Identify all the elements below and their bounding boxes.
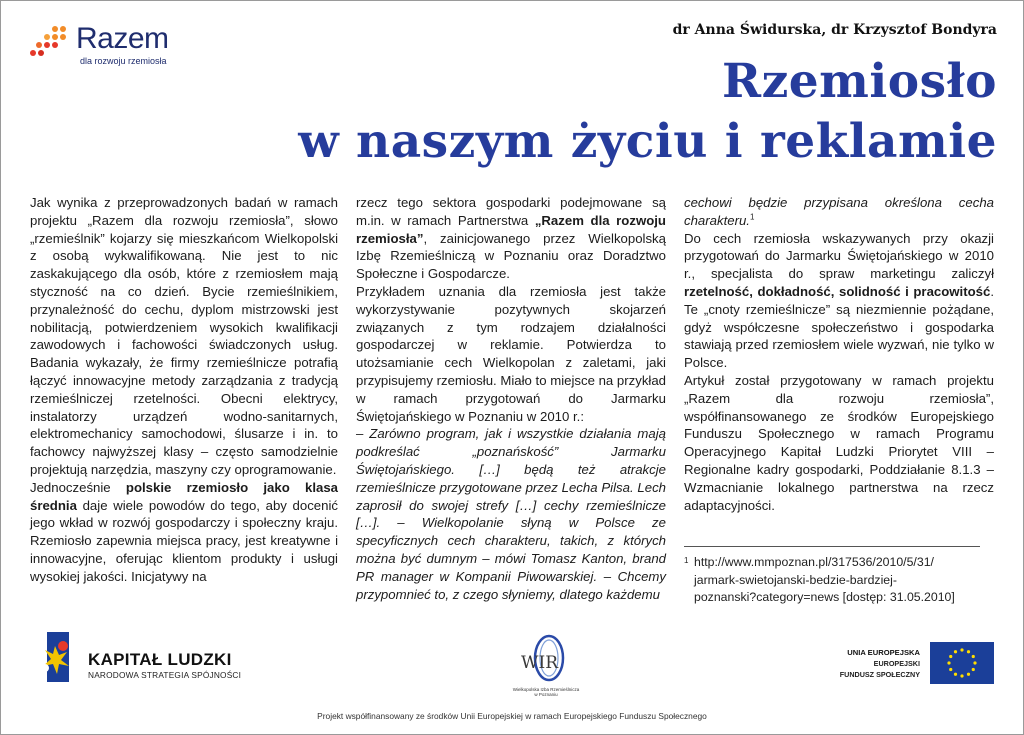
col1-paragraph-2 bbox=[30, 479, 338, 586]
kl-name: KAPITAŁ LUDZKI bbox=[88, 650, 232, 669]
col1-p2-bold: polskie rzemiosło jako klasa średnia bbox=[30, 479, 338, 513]
col3-p2-pre: Do cech rzemiosła wskazywanych przy okazji przygotowań do Jarmarku Świętojańskiego w 2010 r., specjalista do spraw marketingu zaliczył bbox=[684, 230, 994, 282]
article-title bbox=[298, 52, 997, 172]
title-line-1: Rzemiosło bbox=[722, 54, 997, 109]
footnote-line-2: jarmark-swietojanski-bedzie-bardziej- bbox=[694, 572, 897, 587]
column-3 bbox=[684, 194, 994, 514]
col2-paragraph-2: Przykładem uznania dla rzemiosła jest także wykorzystywanie pozytywnych skojarzeń związanych z tym rodzajem działalności gospodarczej w reklamie. Potwierdza to utożsamianie cech Wielkopolan z zaletami, jaki przypisujemy rzemiosłu. Miało to miejsce na przykład w ramach przygotowań do Jarmarku Świętojańskiego w Poznaniu w 2010 r.: bbox=[356, 283, 667, 424]
col1-p2-post: daje wiele powodów do tego, aby docenić jego wkład w rozwój gospodarczy i społeczny kraju. Rzemiosło zapewnia miejsca pracy, jest kreatywne i innowacyjne, oferując klientom produkty i usługi wysokiej jakości. Inicjatywy na bbox=[30, 497, 338, 584]
col3-quote-end: cechowi będzie przypisana określona cecha charakteru. bbox=[684, 195, 994, 228]
col2-p1-post: , zainicjowanego przez Wielkopolską Izbę Rzemieślniczą w Poznaniu oraz Doradztwo Społeczne i Gospodarcze. bbox=[356, 230, 666, 282]
col2-p1-bold: „Razem dla rozwoju rzemiosła” bbox=[356, 212, 666, 246]
eu-line-3: FUNDUSZ SPOŁECZNY bbox=[839, 670, 920, 679]
col2-paragraph-3 bbox=[356, 425, 666, 603]
col3-paragraph-2 bbox=[684, 230, 994, 372]
eu-star-icon bbox=[954, 650, 957, 653]
col3-p2-post: . Te „cnoty rzemieślnicze” są niezmiennie pożądane, gdyż współczesne społeczeństwo i gospodarka stawiają przed rzemiosłem wiele wyzwań, nie tylko w Polsce. bbox=[684, 283, 994, 371]
eu-flag-icon bbox=[930, 642, 994, 684]
wir-emblem-icon bbox=[505, 632, 585, 686]
eu-star-icon bbox=[972, 668, 975, 671]
eu-line-2: EUROPEJSKI bbox=[873, 659, 920, 668]
logo-dots-icon bbox=[30, 26, 70, 62]
eu-logo bbox=[794, 642, 994, 684]
footnote bbox=[684, 554, 984, 607]
eu-star-icon bbox=[949, 668, 952, 671]
kapital-ludzki-star-icon bbox=[33, 630, 85, 685]
eu-star-icon bbox=[949, 655, 952, 658]
column-1 bbox=[30, 194, 338, 586]
wir-logo bbox=[505, 632, 585, 698]
col2-paragraph-1 bbox=[356, 194, 666, 283]
footnote-ref: 1 bbox=[749, 212, 755, 222]
col3-paragraph-3: Artykuł został przygotowany w ramach projektu „Razem dla rozwoju rzemiosła”, współfinansowanego ze środków Europejskiego Funduszu Społecznego w ramach Programu Operacyjnego Kapitał Ludzki Priorytet VIII – Regionalne kadry gospodarki, Poddziałanie 8.1.3 – Wzmacnianie lokalnego partnerstwa na rzecz adaptacyjności. bbox=[684, 372, 994, 513]
col2-quote: – Zarówno program, jak i wszystkie działania mają podkreślać „poznańskość” Jarmarku Świętojańskiego. […] będą też atrakcje rzemieślnicze przygotowane przez Lecha Pilsa. Lech zaprosił do swojej strefy […] cechy rzemieślnicze […]. – Wielkopolanie słyną w Polsce ze specyficznych cech charakteru, takich, z których można być dumnym – mówi Tomasz Kanton, brand PR manager w Kompanii Piwowarskiej. – Chcemy przypomnieć to, z czego słyniemy, dlatego każdemu bbox=[356, 426, 666, 602]
logo-name: Razem bbox=[76, 22, 169, 55]
razem-logo bbox=[30, 24, 190, 72]
col3-p2-bold: rzetelność, dokładność, solidność i pracowitość bbox=[684, 283, 991, 299]
eu-text bbox=[840, 647, 920, 680]
col1-p2-pre: Jednocześnie bbox=[30, 479, 111, 495]
eu-star-icon bbox=[972, 655, 975, 658]
eu-star-icon bbox=[954, 673, 957, 676]
title-line-2: w naszym życiu i reklamie bbox=[298, 114, 997, 169]
authors: dr Anna Świdurska, dr Krzysztof Bondyra bbox=[672, 22, 997, 38]
footnote-number: 1 bbox=[684, 556, 689, 565]
col1-paragraph-1: Jak wynika z przeprowadzonych badań w ramach projektu „Razem dla rozwoju rzemiosła”, słowo „rzemieślnik” kojarzy się mieszkańcom Wielkopolski z osobą wykwalifikowaną. Nie jest to nic zaskakującego dla osób, które z rzemiosłem mają styczność na co dzień. Bycie rzemieślnikiem, przynależność do cechu, dyplom mistrzowski jest nobilitacją, potwierdzeniem wysokich kwalifikacji zawodowych i fachowości świadczonych usług. Badania wykazały, że firmy rzemieślnicze potrafią łączyć innowacyjne metody zarządzania z tradycją rzemieślniczej rzetelności. Obecni elektrycy, instalatorzy urządzeń wodno-sanitarnych, elektromechanicy samochodowi, ślusarze i in. to fachowcy najwyższej klasy – często samodzielnie projektują narzędzia, maszyny czy oprogramowanie. bbox=[30, 195, 338, 477]
eu-star-icon bbox=[960, 648, 963, 651]
column-2 bbox=[356, 194, 666, 603]
footer-note: Projekt współfinansowany ze środków Unii Europejskiej w ramach Europejskiego Funduszu Społecznego bbox=[317, 711, 707, 721]
eu-line-1: UNIA EUROPEJSKA bbox=[847, 648, 920, 657]
footnote-line-1: http://www.mmpoznan.pl/317536/2010/5/31/ bbox=[694, 555, 934, 569]
kapital-ludzki-logo bbox=[33, 630, 248, 685]
kl-subtitle: NARODOWA STRATEGIA SPÓJNOŚCI bbox=[88, 670, 242, 680]
eu-star-icon bbox=[973, 661, 976, 664]
eu-star-icon bbox=[967, 673, 970, 676]
col2-p1-pre: rzecz tego sektora gospodarki podejmowane są m.in. w ramach Partnerstwa bbox=[356, 195, 666, 228]
eu-star-icon bbox=[947, 661, 950, 664]
eu-star-icon bbox=[960, 674, 963, 677]
logo-subtitle: dla rozwoju rzemiosła bbox=[80, 56, 167, 66]
footnote-line-3: poznanski?category=news [dostęp: 31.05.2010] bbox=[694, 590, 955, 604]
wir-subtitle: Wielkopolska Izba Rzemieślnicza w Poznaniu bbox=[512, 687, 580, 697]
col3-paragraph-1 bbox=[684, 194, 994, 230]
footnote-divider bbox=[684, 546, 980, 547]
wir-letters: WIR bbox=[521, 653, 558, 673]
eu-star-icon bbox=[967, 650, 970, 653]
